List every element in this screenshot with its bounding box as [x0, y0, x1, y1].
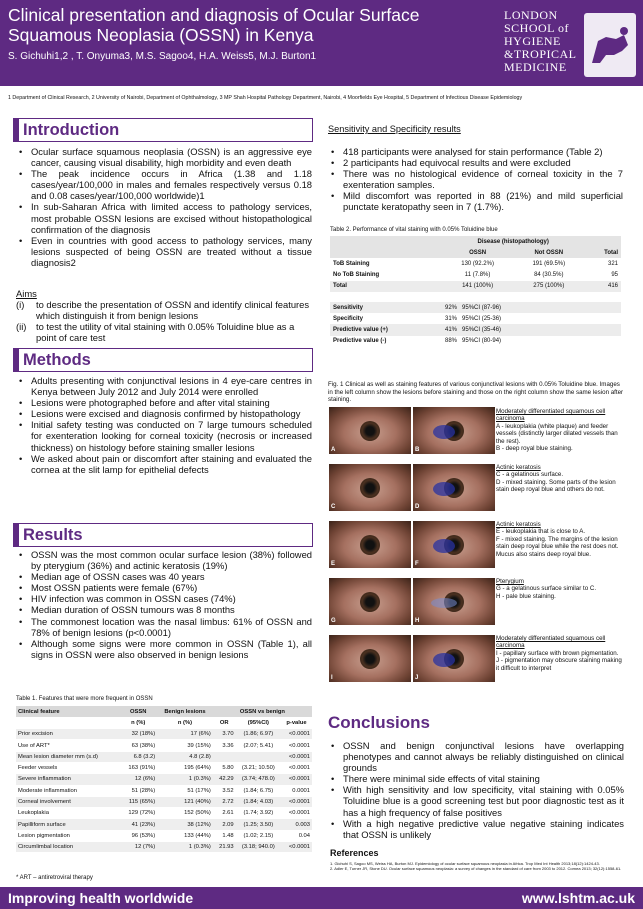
photo-label: B [415, 447, 420, 453]
table1 [16, 706, 312, 853]
table-header [16, 717, 119, 728]
table-cell: 38 (12%) [157, 819, 213, 830]
table-cell: 0.003 [281, 819, 312, 830]
reference-item: 2. Adler E, Turner JR, Stone DU. Ocular surface squamous neoplasia: a survey of changes in the standard of care from 2003 to 2012. Cornea 2013; 32(12):1558-61. [330, 866, 622, 871]
table-row [330, 324, 621, 335]
table-header: Not OSSN [513, 247, 584, 258]
table-cell: 96 (53%) [119, 830, 157, 841]
photo-label: I [331, 675, 333, 681]
table-cell: 2.61 [213, 808, 236, 819]
results-heading: Results [13, 523, 313, 547]
list-item: • Ocular surface squamous neoplasia (OSSN) is an aggressive eye cancer, causing visual disability, high morbidity and even death [16, 146, 312, 168]
figure-description [496, 578, 624, 600]
table-cell: Papilliform surface [16, 819, 119, 830]
metric-label: Predictive value (+) [333, 326, 388, 333]
results-list [16, 549, 312, 660]
table-cell: 115 (65%) [119, 796, 157, 807]
list-item: • With a high negative predictive value negative staining indicates that OSSN is unlikely [328, 818, 624, 840]
list-item: • In sub-Saharan Africa with limited access to pathology services, most probable OSSN lesions are excised without histopathological confirmation of the diagnosis [16, 201, 312, 234]
table-cell: 63 (38%) [119, 740, 157, 751]
description-line: D - mixed staining. Some parts of the lesion stain deep royal blue and others do not. [496, 478, 616, 494]
table-cell: (3.74; 478.0) [236, 774, 281, 785]
eye-photo [329, 407, 411, 454]
eye-photo [413, 578, 495, 625]
table-cell: 11 (7.8%) [464, 272, 491, 279]
introduction-heading: Introduction [13, 118, 313, 142]
description-line: C - a gelatinous surface. [496, 471, 564, 479]
photo-label: C [331, 504, 336, 510]
table-cell: 42.29 [213, 774, 236, 785]
list-item: • Although some signs were more common in OSSN (Table 1), all signs in OSSN were also observed in benign lesions [16, 638, 312, 660]
table-cell: 32 (18%) [119, 729, 157, 740]
references-list [330, 861, 622, 871]
table-cell: 2.72 [213, 796, 236, 807]
table-cell: 130 (92.2%) [461, 260, 494, 267]
photo-label: G [331, 618, 336, 624]
eye-photo [329, 464, 411, 511]
table-row [330, 313, 621, 324]
table-cell: No ToB Staining [333, 272, 380, 279]
logo-line: &TROPICAL [504, 47, 577, 61]
description-line: I - papillary surface with brown pigmentation. [496, 649, 619, 657]
metric-label: Specificity [333, 315, 364, 322]
list-item: • Median age of OSSN cases was 40 years [16, 571, 312, 582]
table-cell: 41 (23%) [119, 819, 157, 830]
table-cell: 1 (0.3%) [157, 774, 213, 785]
eye-photo [329, 521, 411, 568]
description-title: Actinic keratosis [496, 521, 541, 528]
table-row [16, 751, 312, 762]
table-cell: 3.70 [213, 729, 236, 740]
table-row [16, 819, 312, 830]
table-cell: 321 [607, 260, 618, 267]
references-heading: References [330, 848, 379, 858]
eye-photo [413, 635, 495, 682]
table-cell: <0.0001 [281, 740, 312, 751]
table-cell: 129 (72%) [119, 808, 157, 819]
table-cell: (1.02; 2.15) [236, 830, 281, 841]
list-item: • 418 participants were analysed for stain performance (Table 2) [328, 146, 623, 157]
metric-label: Sensitivity [333, 304, 364, 311]
description-title: Pterygium [496, 578, 524, 585]
table-cell: 0.04 [281, 830, 312, 841]
table-header: OSSN vs benign [213, 706, 312, 717]
list-item: • With high sensitivity and low specificity, vital staining with 0.05% Toluidine blue is a good screening test but poor diagnostic test as it has a high frequency of false positives [328, 784, 624, 817]
table-cell: 275 (100%) [533, 283, 565, 290]
table-cell: <0.0001 [281, 774, 312, 785]
table-cell: 195 (64%) [157, 762, 213, 773]
logo-line: SCHOOL of [504, 21, 570, 35]
table-cell: <0.0001 [281, 751, 312, 762]
conclusions-heading: Conclusions [328, 713, 431, 732]
table-header: p-value [286, 719, 307, 726]
poster-title: Clinical presentation and diagnosis of Ocular Surface Squamous Neoplasia (OSSN) in Kenya [8, 5, 420, 45]
table-cell: 163 (91%) [119, 762, 157, 773]
list-item: • OSSN was the most common ocular surface lesion (38%) followed by pterygium (36%) and actinic keratosis (19%) [16, 549, 312, 571]
figure1-caption: Fig. 1 Clinical as well as staining features of various conjunctival lesions with 0.05% Toluidine blue. Images in the left column show the lesions before staining and those on the right column show the same lesion after staining. [328, 381, 624, 404]
table-row [16, 830, 312, 841]
table-cell: 4.8 (2.8) [157, 751, 213, 762]
figure-description [496, 521, 624, 558]
list-item: • We asked about pain or discomfort after staining and evaluated the cornea at the slit lamp for epithelial defects [16, 453, 312, 475]
table-cell: 51 (28%) [119, 785, 157, 796]
eye-photo [413, 407, 495, 454]
table-cell: 2.09 [213, 819, 236, 830]
table-cell: (1.25; 3.50) [236, 819, 281, 830]
eye-photo [329, 635, 411, 682]
table-cell: (1.84; 4.03) [236, 796, 281, 807]
table-cell: 133 (44%) [157, 830, 213, 841]
figure-description [496, 464, 624, 494]
table-cell: <0.0001 [281, 842, 312, 853]
table1-body [16, 729, 312, 853]
photo-label: E [331, 561, 336, 567]
sensitivity-list [328, 146, 623, 213]
poster-header [0, 0, 643, 86]
table-cell: Mean lesion diameter mm (s.d) [16, 751, 119, 762]
description-line: J - pigmentation may obscure staining making it difficult to interpret [496, 657, 622, 672]
table-row [330, 258, 621, 269]
table-cell: <0.0001 [281, 796, 312, 807]
table-cell: (3.18; 940.0) [236, 842, 281, 853]
table-cell: 21.93 [213, 842, 236, 853]
table-row [330, 281, 621, 292]
eye-photo [413, 521, 495, 568]
table-row [330, 336, 621, 347]
table-cell: (1.86; 6.97) [236, 729, 281, 740]
photo-label: J [415, 675, 419, 681]
eye-photo [413, 464, 495, 511]
table-cell: 416 [607, 283, 618, 290]
table-cell: Total [333, 283, 347, 290]
table-cell: <0.0001 [281, 808, 312, 819]
metric-value: 88% 95%CI (80-94) [445, 338, 502, 345]
table-row [16, 796, 312, 807]
table-row [330, 270, 621, 281]
list-item: • The peak incidence occurs in Africa (1.38 and 1.18 cases/year/100,000 in males and females respectively versus 0.18 and 0.08 cases/year/100,000 worldwide)1 [16, 168, 312, 201]
table-row [330, 302, 621, 313]
table-cell: 191 (69.5%) [532, 260, 566, 267]
description-line: E - leukoplakia that is close to A. [496, 528, 586, 536]
table2-body [330, 258, 621, 346]
list-item: • Lesions were photographed before and after vital staining [16, 397, 312, 408]
table-cell: Use of ART* [16, 740, 119, 751]
table-cell: (2.07; 5.41) [236, 740, 281, 751]
metric-value: 41% 95%CI (35-46) [445, 326, 502, 333]
table-header: n (%) [131, 719, 146, 726]
table-row [16, 762, 312, 773]
table-cell [213, 751, 236, 762]
table-cell: 141 (100%) [462, 283, 494, 290]
table-cell: <0.0001 [281, 729, 312, 740]
list-item: • There were minimal side effects of vital staining [328, 773, 624, 784]
list-item: • Mild discomfort was reported in 88 (21%) and mild superficial punctate keratopathy seen in 7 (1.7%). [328, 190, 623, 212]
aim-item: (i) to describe the presentation of OSSN and identify clinical features which distinguish it from benign lesions [16, 299, 310, 322]
list-item: • OSSN and benign conjunctival lesions have overlapping phenotypes and cannot always be reliably distinguished on clinical grounds [328, 740, 624, 773]
list-item: • 2 participants had equivocal results and were excluded [328, 157, 623, 168]
table-cell: 39 (15%) [157, 740, 213, 751]
table-cell: 0.0001 [281, 785, 312, 796]
logo-line: LONDON [504, 8, 558, 22]
table-cell: 5.80 [213, 762, 236, 773]
figure-description [496, 635, 624, 672]
list-item: • Lesions were excised and diagnosis confirmed by histopathology [16, 408, 312, 419]
table-row [16, 774, 312, 785]
table1-note: * ART – antiretroviral therapy [16, 875, 93, 881]
list-item: • Median duration of OSSN tumours was 8 months [16, 604, 312, 615]
sensitivity-heading: Sensitivity and Specificity results [328, 124, 461, 134]
description-line: G - a gelatinous surface similar to C. [496, 585, 597, 593]
description-line: A - leukoplakia (white plaque) and feeder vessels (distinctly larger dilated vessels than the rest). [496, 422, 618, 445]
poster-footer [0, 887, 643, 909]
description-title: Moderately differentiated squamous cell carcinoma [496, 635, 606, 650]
table-cell: 1.48 [213, 830, 236, 841]
photo-label: H [415, 618, 420, 624]
table-header: OSSN [442, 247, 513, 258]
table-cell: 152 (50%) [157, 808, 213, 819]
table-cell: Severe inflammation [16, 774, 119, 785]
table1-caption: Table 1. Features that were more frequent in OSSN [16, 696, 153, 702]
photo-label: D [415, 504, 420, 510]
stain-mark [433, 482, 455, 496]
table-cell: Moderate inflammation [16, 785, 119, 796]
description-title: Actinic keratosis [496, 464, 541, 471]
metric-value: 31% 95%CI (25-36) [445, 315, 502, 322]
table-header: OSSN [119, 706, 157, 717]
description-title: Moderately differentiated squamous cell carcinoma [496, 408, 606, 423]
table-cell: 6.8 (3.2) [119, 751, 157, 762]
table-row [16, 808, 312, 819]
list-item: • Initial safety testing was conducted on 7 large tumours scheduled for exenteration looking for corneal toxicity (necrosis or increased thickness) on histology before staining smaller lesions [16, 419, 312, 452]
logo-line: HYGIENE [504, 34, 561, 48]
table-cell: Circumlimbal location [16, 842, 119, 853]
table2-caption: Table 2. Performance of vital staining with 0.05% Toluidine blue [330, 227, 498, 233]
table-cell: (3.21; 10.50) [236, 762, 281, 773]
description-line: H - pale blue staining. [496, 592, 556, 600]
table-row [16, 740, 312, 751]
table-header: Disease (histopathology) [442, 236, 584, 247]
metric-label: Predictive value (-) [333, 338, 387, 345]
table-cell: 95 [611, 272, 618, 279]
table-cell: Feeder vessels [16, 762, 119, 773]
logo-line: MEDICINE [504, 60, 567, 74]
table-cell: 3.52 [213, 785, 236, 796]
table-cell: 1 (0.3%) [157, 842, 213, 853]
table-cell: ToB Staining [333, 260, 370, 267]
table-cell: Leukoplakia [16, 808, 119, 819]
affiliations: 1 Department of Clinical Research, 2 University of Nairobi, Department of Ophthalmology, 3 MP Shah Hospital Pathology Department, Nairobi, 4 Moorfields Eye Hospital, 5 Department of Infectious Disease Epidemiology [8, 95, 523, 101]
table-header: Benign lesions [157, 706, 213, 717]
table-header: n (%) [177, 719, 193, 726]
stain-mark [431, 598, 457, 608]
stain-mark [433, 539, 455, 553]
methods-list [16, 375, 312, 475]
table-cell: 17 (6%) [157, 729, 213, 740]
aims [16, 288, 312, 343]
table-cell [236, 751, 281, 762]
table-cell: Corneal involvement [16, 796, 119, 807]
table-cell: 12 (7%) [119, 842, 157, 853]
list-item: • Even in countries with good access to pathology services, many lesions suspected of being OSSN are treated without a tissue diagnosis2 [16, 235, 312, 268]
photo-label: F [415, 561, 419, 567]
table-header: Total [584, 247, 621, 258]
table-header: OR [219, 719, 229, 726]
table-cell: Lesion pigmentation [16, 830, 119, 841]
table-cell: (1.84; 6.75) [236, 785, 281, 796]
table-cell: Prior excision [16, 729, 119, 740]
list-item: • There was no histological evidence of corneal toxicity in the 7 exenteration samples. [328, 168, 623, 190]
footer-tagline: Improving health worldwide [8, 890, 194, 906]
aim-item: (ii) to test the utility of vital staining with 0.05% Toluidine blue as a point of care test [16, 321, 295, 344]
list-item: • The commonest location was the nasal limbus: 61% of OSSN and 78% of benign lesions (p<0.0001) [16, 616, 312, 638]
description-line: F - mixed staining. The margins of the lesion stain deep royal blue while the rest does not. Mucus also stains deep royal blue. [496, 535, 619, 558]
table-cell: 84 (30.5%) [534, 272, 564, 279]
table-cell: <0.0001 [281, 762, 312, 773]
table-cell: 3.36 [213, 740, 236, 751]
introduction-list [16, 146, 312, 268]
table-row [16, 842, 312, 853]
aims-heading: Aims [16, 288, 37, 299]
list-item: • Most OSSN patients were female (67%) [16, 582, 312, 593]
stain-mark [433, 653, 455, 667]
methods-heading: Methods [13, 348, 313, 372]
table-cell: 121 (40%) [157, 796, 213, 807]
metric-value: 92% 95%CI (87-96) [445, 304, 502, 311]
footer-url[interactable]: www.lshtm.ac.uk [521, 890, 635, 906]
list-item: • Adults presenting with conjunctival lesions in 4 eye-care centres in Kenya between July 2012 and July 2014 were enrolled [16, 375, 312, 397]
table-cell: 51 (17%) [157, 785, 213, 796]
table-cell: 12 (6%) [119, 774, 157, 785]
table-row [16, 785, 312, 796]
authors: S. Gichuhi1,2 , T. Onyuma3, M.S. Sagoo4, H.A. Weiss5, M.J. Burton1 [8, 51, 317, 62]
table-header: Clinical feature [16, 706, 119, 717]
stain-mark [433, 425, 455, 439]
list-item: • HIV infection was common in OSSN cases (74%) [16, 593, 312, 604]
description-line: B - deep royal blue staining. [496, 445, 573, 453]
table-header: (95%CI) [247, 719, 269, 726]
reference-item: 1. Gichuhi S, Sagoo MS, Weiss HA, Burton MJ. Epidemiology of ocular surface squamous neoplasia in Africa. Trop Med Int Health 2013;18(12):1424-43. [330, 861, 600, 866]
conclusions-list [328, 740, 624, 840]
lshtm-logo [490, 5, 640, 83]
figure-description [496, 408, 624, 452]
table-row [16, 729, 312, 740]
eye-photo [329, 578, 411, 625]
photo-label: A [331, 447, 336, 453]
table-cell: (1.74; 3.92) [236, 808, 281, 819]
table2 [330, 236, 621, 347]
